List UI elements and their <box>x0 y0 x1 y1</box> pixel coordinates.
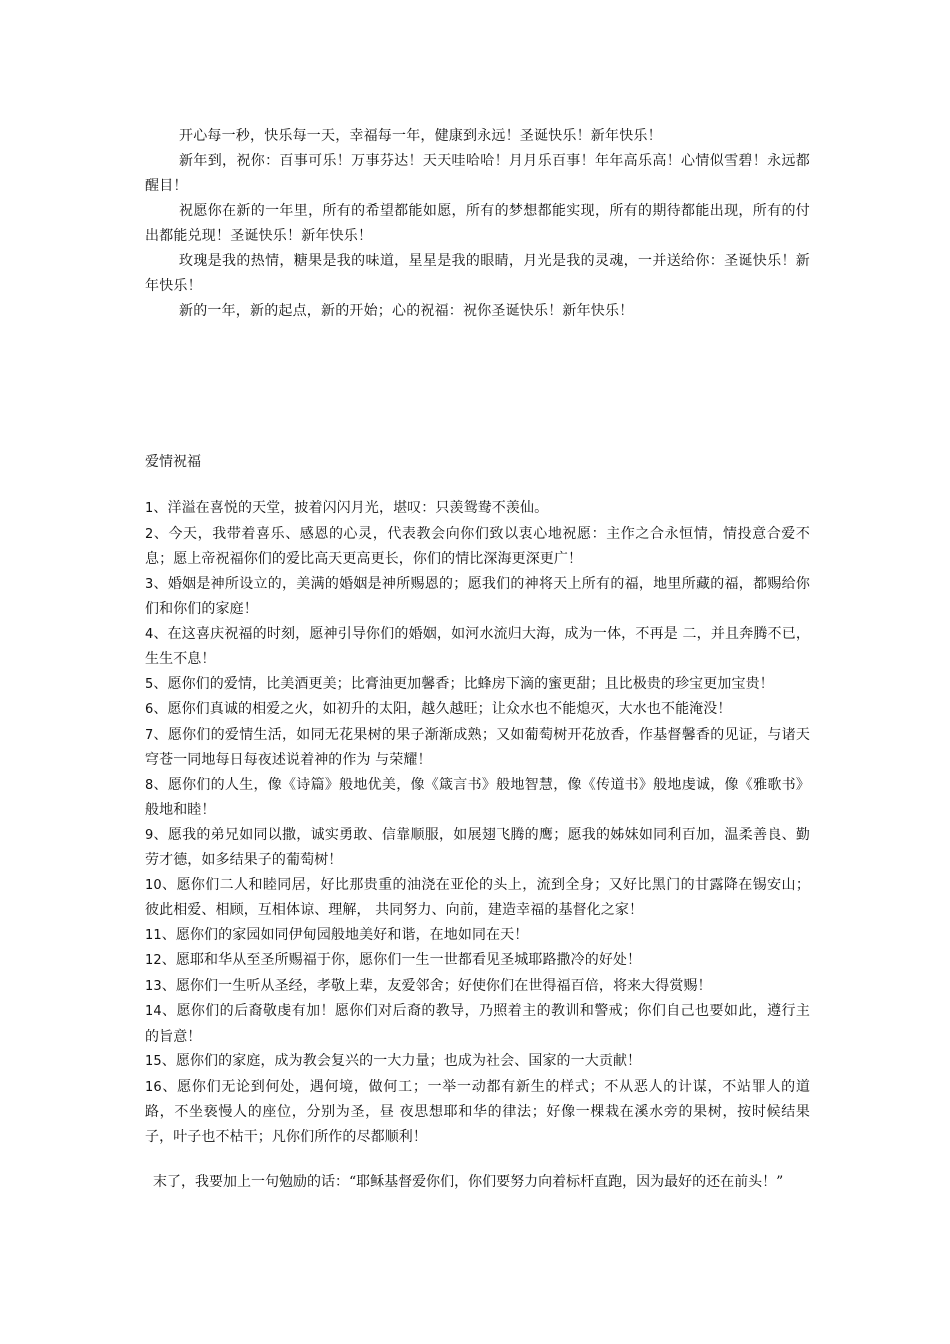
item-number: 2 <box>145 526 154 542</box>
greeting-paragraph: 新年到，祝你：百事可乐！万事芬达！天天哇哈哈！月月乐百事！年年高乐高！心情似雪碧！永远都醒目！ <box>145 153 810 194</box>
greetings-section <box>145 124 810 324</box>
item-number: 13 <box>145 978 162 994</box>
list-item <box>145 522 810 572</box>
item-text: 、愿你们真诚的相爱之火，如初升的太阳，越久越旺；让众水也不能熄灭，大水也不能淹没！ <box>153 701 732 717</box>
item-text: 、愿耶和华从至圣所赐福于你，愿你们一生一世都看见圣城耶路撒冷的好处！ <box>161 952 642 968</box>
item-number: 8 <box>145 777 154 793</box>
greeting-paragraph: 祝愿你在新的一年里，所有的希望都能如愿，所有的梦想都能实现，所有的期待都能出现，所有的付出都能兑现！圣诞快乐！新年快乐！ <box>145 203 810 244</box>
item-number: 3 <box>145 576 154 592</box>
item-text: 、愿你们的爱情生活，如同无花果树的果子渐渐成熟；又如葡萄树开花放香，作基督馨香的见证，与诸天穹苍一同地每日每夜述说着神的作为 与荣耀！ <box>145 726 810 768</box>
list-item <box>145 572 810 622</box>
list-item <box>145 974 810 1000</box>
greeting-paragraph: 开心每一秒，快乐每一天，幸福每一年，健康到永远！圣诞快乐！新年快乐！ <box>179 128 662 144</box>
item-number: 12 <box>145 953 162 968</box>
item-number: 6 <box>145 702 154 717</box>
list-item <box>145 496 810 522</box>
item-number: 11 <box>145 927 162 943</box>
list-item <box>145 873 810 923</box>
item-text: 、愿你们无论到何处，遇何境，做何工；一举一动都有新生的样式；不从恶人的计谋，不站罪人的道路，不坐亵慢人的座位，分别为圣，昼 夜思想耶和华的律法；好像一棵栽在溪水旁的果树，按时候结果子，叶子也不枯干；凡你们所作的尽都顺利！ <box>145 1078 810 1145</box>
greeting-paragraph: 新的一年，新的起点，新的开始；心的祝福：祝你圣诞快乐！新年快乐！ <box>179 303 634 319</box>
list-item <box>145 999 810 1049</box>
list-item <box>145 672 810 698</box>
list-item <box>145 697 810 723</box>
item-text: 、在这喜庆祝福的时刻，愿神引导你们的婚姻，如河水流归大海，成为一体，不再是 二，并且奔腾不已，生生不息！ <box>145 625 810 667</box>
item-number: 10 <box>145 877 162 893</box>
closing-paragraph: 末了，我要加上一句勉励的话：“耶稣基督爱你们，你们要努力向着标杆直跑，因为最好的还在前头！” <box>153 1174 784 1190</box>
item-text: 、洋溢在喜悦的天堂，披着闪闪月光，堪叹：只羡鸳鸯不羡仙。 <box>153 500 549 516</box>
list-item <box>145 1075 810 1150</box>
item-number: 16 <box>145 1079 162 1095</box>
love-blessings-list <box>145 496 810 1149</box>
item-text: 、愿你们一生听从圣经，孝敬上辈，友爱邻舍；好使你们在世得福百倍，将来大得赏赐！ <box>161 977 712 994</box>
item-text: 、今天，我带着喜乐、感恩的心灵，代表教会向你们致以衷心地祝愿：主作之合永恒情，情投意合爱不息；愿上帝祝福你们的爱比高天更高更长，你们的情比深海更深更广！ <box>145 525 810 567</box>
list-item <box>145 723 810 773</box>
greeting-paragraph: 玫瑰是我的热情，糖果是我的味道，星星是我的眼睛，月光是我的灵魂，一并送给你：圣诞快乐！新年快乐！ <box>145 253 810 294</box>
item-number: 5 <box>145 676 154 692</box>
list-item <box>145 773 810 823</box>
item-text: 、愿你们的后裔敬虔有加！愿你们对后裔的教导，乃照着主的教训和警戒；你们自己也要如此，遵行主的旨意！ <box>145 1003 810 1045</box>
list-item <box>145 622 810 672</box>
list-item <box>145 823 810 873</box>
list-item <box>145 948 810 974</box>
item-text: 、婚姻是神所设立的，美满的婚姻是神所赐恩的；愿我们的神将天上所有的福，地里所藏的福，都赐给你们和你们的家庭！ <box>145 575 810 617</box>
item-number: 7 <box>145 727 154 743</box>
item-number: 1 <box>145 501 154 516</box>
section-title: 爱情祝福 <box>145 454 201 470</box>
item-number: 14 <box>145 1004 162 1019</box>
list-item <box>145 923 810 949</box>
item-text: 、愿我的弟兄如同以撒，诚实勇敢、信靠顺服，如展翅飞腾的鹰；愿我的姊妹如同利百加，温柔善良、勤劳才德，如多结果子的葡萄树！ <box>145 826 810 868</box>
item-text: 、愿你们的人生，像《诗篇》般地优美，像《箴言书》般地智慧，像《传道书》般地虔诚，像《雅歌书》般地和睦！ <box>145 776 810 818</box>
item-text: 、愿你们的家庭，成为教会复兴的一大力量；也成为社会、国家的一大贡献！ <box>161 1053 642 1069</box>
item-text: 、愿你们的家园如同伊甸园般地美好和谐，在地如同在天！ <box>161 926 529 943</box>
item-number: 15 <box>145 1054 162 1069</box>
item-text: 、愿你们的爱情，比美酒更美；比膏油更加馨香；比蜂房下滴的蜜更甜；且比极贵的珍宝更加宝贵！ <box>153 675 774 692</box>
item-number: 4 <box>145 626 154 642</box>
list-item <box>145 1049 810 1075</box>
item-text: 、愿你们二人和睦同居，好比那贵重的油浇在亚伦的头上，流到全身；又好比黑门的甘露降在锡安山；彼此相爱、相顾，互相体谅、理解， 共同努力、向前，建造幸福的基督化之家！ <box>145 876 810 918</box>
item-number: 9 <box>145 827 154 843</box>
